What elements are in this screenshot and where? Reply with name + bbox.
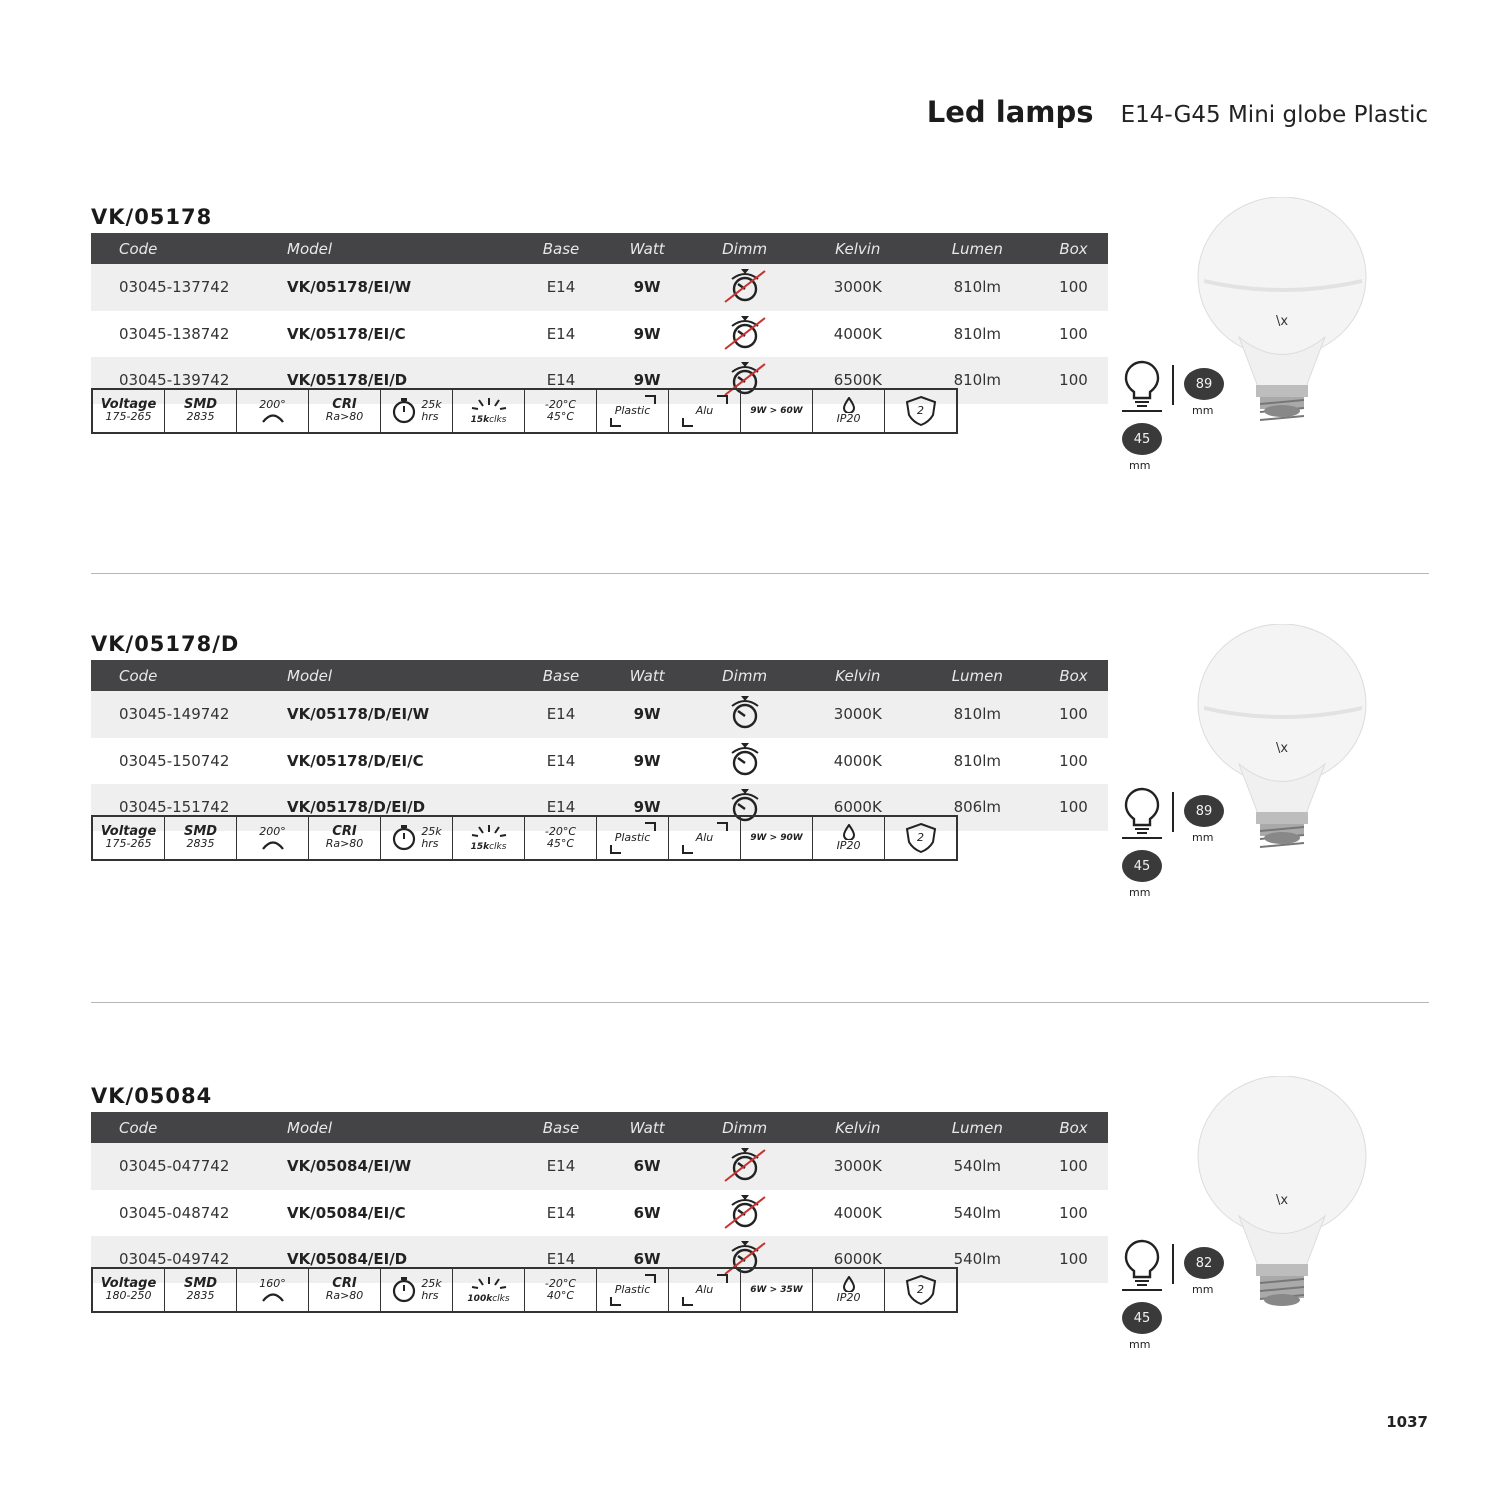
cell-code: 03045-137742: [91, 264, 287, 311]
cell-kelvin: 6000K: [800, 1236, 916, 1283]
svg-text:\x: \x: [1275, 741, 1289, 756]
smd-spec: SMD 2835: [165, 817, 237, 859]
stopwatch-icon: [391, 397, 419, 425]
corner-bracket-icon: [597, 1269, 668, 1311]
corner-bracket-icon: [597, 390, 668, 432]
cell-watt: 6W: [605, 1143, 689, 1190]
column-header: Lumen: [916, 660, 1039, 691]
column-header: Code: [91, 233, 287, 264]
cell-box: 100: [1039, 357, 1108, 404]
cell-code: 03045-139742: [91, 357, 287, 404]
cell-watt: 9W: [633, 324, 661, 343]
column-header: Kelvin: [800, 660, 916, 691]
equivalent-watt-spec: 9W > 60W: [741, 390, 813, 432]
height-value: 82: [1184, 1247, 1224, 1279]
cell-code: 03045-150742: [119, 751, 230, 770]
alu-housing-spec: Alu: [669, 1269, 741, 1311]
cell-code: 03045-048742: [119, 1203, 230, 1222]
height-value: 89: [1184, 368, 1224, 400]
column-header: Code: [91, 1112, 287, 1143]
smd-spec: SMD 2835: [165, 390, 237, 432]
table-row: [91, 691, 1108, 738]
bulb-outline-icon: [1118, 358, 1166, 414]
cri-spec: CRI Ra>80: [309, 390, 381, 432]
water-drop-icon: [842, 824, 856, 840]
switch-cycles-spec: 15kclks: [453, 390, 525, 432]
cell-kelvin: 6000K: [800, 784, 916, 831]
cell-base: E14: [546, 751, 576, 770]
beam-arc-icon: [260, 1290, 286, 1302]
column-header: Dimm: [689, 1112, 800, 1143]
cell-lumen: 810lm: [916, 691, 1039, 738]
cell-kelvin: 3000K: [800, 264, 916, 311]
equivalent-watt-spec: 6W > 35W: [741, 1269, 813, 1311]
column-header: Box: [1039, 660, 1108, 691]
cell-lumen: 540lm: [916, 1236, 1039, 1283]
cell-base: E14: [517, 264, 605, 311]
cell-code: 03045-149742: [91, 691, 287, 738]
cell-watt: 6W: [633, 1203, 661, 1222]
dimm-icon: [689, 1190, 800, 1237]
cell-code: 03045-049742: [91, 1236, 287, 1283]
column-header: Model: [287, 1112, 517, 1143]
corner-bracket-icon: [597, 817, 668, 859]
cell-model: VK/05178/EI/W: [287, 264, 517, 311]
corner-bracket-icon: [669, 390, 740, 432]
column-header: Kelvin: [800, 1112, 916, 1143]
cell-watt: 9W: [605, 264, 689, 311]
cell-lumen: 810lm: [916, 264, 1039, 311]
cell-base: E14: [517, 691, 605, 738]
height-unit: mm: [1192, 1283, 1214, 1296]
column-header: Kelvin: [800, 233, 916, 264]
dimm-icon: [689, 691, 800, 738]
diameter-unit: mm: [1129, 886, 1151, 899]
cell-model: VK/05178/EI/D: [287, 357, 517, 404]
dimm-icon: [689, 738, 800, 785]
cell-base: E14: [517, 784, 605, 831]
cri-spec: CRI Ra>80: [309, 1269, 381, 1311]
ip-rating-spec: IP20: [813, 1269, 885, 1311]
product-section: [91, 1084, 1431, 1504]
column-header: Dimm: [689, 233, 800, 264]
ip-rating-spec: IP20: [813, 817, 885, 859]
column-header: Lumen: [916, 1112, 1039, 1143]
diameter-value: 45: [1122, 850, 1162, 882]
cell-model: VK/05178/EI/C: [287, 324, 406, 343]
bulb-outline-icon: [1118, 785, 1166, 841]
height-unit: mm: [1192, 404, 1214, 417]
bulb-outline-icon: [1118, 1237, 1166, 1293]
beam-angle-spec: 200°: [237, 817, 309, 859]
column-header: Code: [91, 660, 287, 691]
column-header: Base: [517, 660, 605, 691]
temperature-spec: -20°C 45°C: [525, 817, 597, 859]
table-row: [91, 1190, 1108, 1237]
cell-kelvin: 6500K: [800, 357, 916, 404]
column-header: Watt: [605, 233, 689, 264]
dimm-icon: [689, 311, 800, 358]
plastic-housing-spec: Plastic: [597, 390, 669, 432]
water-drop-icon: [842, 1276, 856, 1292]
plastic-housing-spec: Plastic: [597, 1269, 669, 1311]
page-header: [927, 95, 1428, 129]
stopwatch-icon: [391, 824, 419, 852]
product-section: [91, 205, 1431, 625]
diameter-value: 45: [1122, 1302, 1162, 1334]
corner-bracket-icon: [669, 817, 740, 859]
switch-burst-icon: [469, 1275, 509, 1291]
bulb-product-image: [1194, 1076, 1384, 1320]
bulb-product-image: [1194, 624, 1384, 858]
section-divider: [91, 1002, 1429, 1003]
spec-icons-strip: [91, 388, 958, 434]
cell-base: E14: [517, 357, 605, 404]
voltage-spec: Voltage 180-250: [93, 1269, 165, 1311]
height-value: 89: [1184, 795, 1224, 827]
height-bar-icon: [1170, 365, 1176, 405]
switch-cycles-spec: 15kclks: [453, 817, 525, 859]
switch-cycles-spec: 100kclks: [453, 1269, 525, 1311]
beam-angle-spec: 200°: [237, 390, 309, 432]
column-header: Watt: [605, 660, 689, 691]
cell-box: 100: [1059, 751, 1088, 770]
cell-code: 03045-151742: [91, 784, 287, 831]
cell-lumen: 540lm: [953, 1203, 1002, 1222]
height-bar-icon: [1170, 1244, 1176, 1284]
cell-code: 03045-047742: [91, 1143, 287, 1190]
cell-model: VK/05084/EI/W: [287, 1143, 517, 1190]
cell-code: 03045-138742: [119, 324, 230, 343]
page-title: Led lamps: [926, 95, 1094, 129]
section-divider: [91, 573, 1429, 574]
bulb-product-image: [1194, 197, 1384, 431]
cell-watt: 9W: [605, 784, 689, 831]
temperature-spec: -20°C 40°C: [525, 1269, 597, 1311]
switch-burst-icon: [469, 823, 509, 839]
cell-base: E14: [546, 324, 576, 343]
lifetime-spec: 25k hrs: [381, 390, 453, 432]
cell-watt: 9W: [605, 691, 689, 738]
page-subtitle: E14-G45 Mini globe Plastic: [1120, 102, 1428, 128]
diameter-unit: mm: [1129, 459, 1151, 472]
section-title: VK/05178: [91, 205, 213, 229]
cell-model: VK/05178/D/EI/W: [287, 691, 517, 738]
table-row: [91, 264, 1108, 311]
cell-watt: 6W: [605, 1236, 689, 1283]
cri-spec: CRI Ra>80: [309, 817, 381, 859]
product-table: [91, 233, 1108, 404]
cell-lumen: 810lm: [953, 751, 1002, 770]
equivalent-watt-spec: 9W > 90W: [741, 817, 813, 859]
smd-spec: SMD 2835: [165, 1269, 237, 1311]
cell-lumen: 806lm: [916, 784, 1039, 831]
column-header: Dimm: [689, 660, 800, 691]
ip-rating-spec: IP20: [813, 390, 885, 432]
stopwatch-icon: [391, 1276, 419, 1304]
cell-kelvin: 4000K: [833, 324, 882, 343]
cell-box: 100: [1039, 691, 1108, 738]
cell-kelvin: 4000K: [833, 751, 882, 770]
svg-text:\x: \x: [1275, 314, 1289, 329]
cell-model: VK/05084/EI/C: [287, 1203, 406, 1222]
cell-box: 100: [1039, 1236, 1108, 1283]
cell-box: 100: [1039, 784, 1108, 831]
warranty-spec: 2: [885, 817, 956, 859]
cell-lumen: 810lm: [916, 357, 1039, 404]
section-title: VK/05084: [91, 1084, 213, 1108]
section-title: VK/05178/D: [91, 632, 240, 656]
product-table: [91, 660, 1108, 831]
column-header: Base: [517, 233, 605, 264]
product-section: [91, 632, 1431, 1052]
cell-box: 100: [1059, 324, 1088, 343]
cell-model: VK/05178/D/EI/C: [287, 751, 424, 770]
beam-arc-icon: [260, 838, 286, 850]
table-row: [91, 738, 1108, 785]
column-header: Base: [517, 1112, 605, 1143]
column-header: Watt: [605, 1112, 689, 1143]
beam-arc-icon: [260, 411, 286, 423]
beam-angle-spec: 160°: [237, 1269, 309, 1311]
table-row: [91, 311, 1108, 358]
cell-kelvin: 3000K: [800, 691, 916, 738]
corner-bracket-icon: [669, 1269, 740, 1311]
spec-icons-strip: [91, 815, 958, 861]
column-header: Model: [287, 660, 517, 691]
voltage-spec: Voltage 175-265: [93, 390, 165, 432]
column-header: Box: [1039, 233, 1108, 264]
column-header: Lumen: [916, 233, 1039, 264]
cell-box: 100: [1059, 1203, 1088, 1222]
diameter-unit: mm: [1129, 1338, 1151, 1351]
lifetime-spec: 25k hrs: [381, 817, 453, 859]
cell-lumen: 540lm: [916, 1143, 1039, 1190]
cell-model: VK/05178/D/EI/D: [287, 784, 517, 831]
cell-lumen: 810lm: [953, 324, 1002, 343]
product-table: [91, 1112, 1108, 1283]
column-header: Model: [287, 233, 517, 264]
cell-kelvin: 3000K: [800, 1143, 916, 1190]
diameter-value: 45: [1122, 423, 1162, 455]
table-row: [91, 1143, 1108, 1190]
alu-housing-spec: Alu: [669, 817, 741, 859]
switch-burst-icon: [469, 396, 509, 412]
cell-kelvin: 4000K: [833, 1203, 882, 1222]
lifetime-spec: 25k hrs: [381, 1269, 453, 1311]
height-bar-icon: [1170, 792, 1176, 832]
water-drop-icon: [842, 397, 856, 413]
cell-box: 100: [1039, 264, 1108, 311]
height-unit: mm: [1192, 831, 1214, 844]
cell-base: E14: [517, 1143, 605, 1190]
warranty-spec: 2: [885, 390, 956, 432]
page-number: 1037: [1386, 1413, 1428, 1431]
dimm-icon: [689, 1143, 800, 1190]
dimm-icon: [689, 264, 800, 311]
warranty-spec: 2: [885, 1269, 956, 1311]
cell-base: E14: [517, 1236, 605, 1283]
column-header: Box: [1039, 1112, 1108, 1143]
svg-text:\x: \x: [1275, 1193, 1289, 1208]
cell-model: VK/05084/EI/D: [287, 1236, 517, 1283]
temperature-spec: -20°C 45°C: [525, 390, 597, 432]
cell-watt: 9W: [605, 357, 689, 404]
cell-box: 100: [1039, 1143, 1108, 1190]
voltage-spec: Voltage 175-265: [93, 817, 165, 859]
spec-icons-strip: [91, 1267, 958, 1313]
alu-housing-spec: Alu: [669, 390, 741, 432]
cell-watt: 9W: [633, 751, 661, 770]
cell-base: E14: [546, 1203, 576, 1222]
plastic-housing-spec: Plastic: [597, 817, 669, 859]
